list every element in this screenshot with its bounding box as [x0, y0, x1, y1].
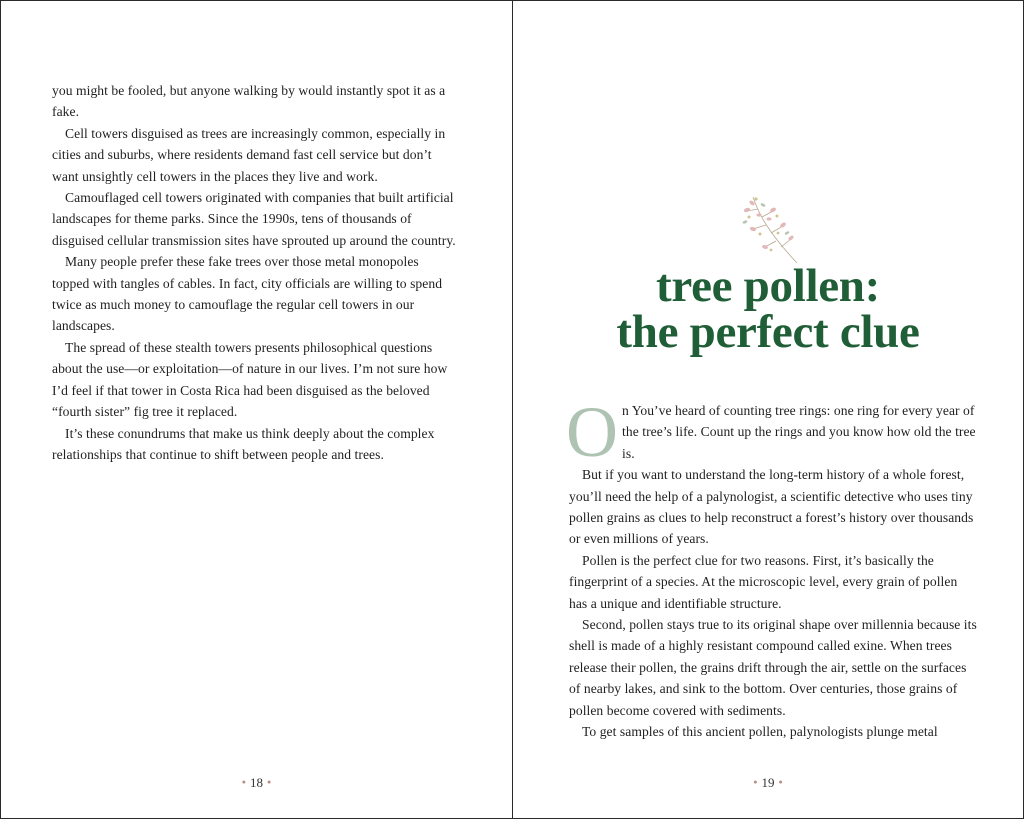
- folio-dot-icon: ●: [753, 778, 758, 786]
- page-number-text: 19: [761, 775, 775, 790]
- paragraph: Many people prefer these fake trees over those metal monopoles topped with tangles of cables. In fact, city officials are willing to spend twice as much money to camouflage the regular cell towers in our landscapes.: [52, 254, 443, 334]
- left-page: [1, 1, 512, 818]
- right-page-body: [566, 392, 977, 743]
- paragraph: Cell towers disguised as trees are increasingly common, especially in cities and suburbs, where residents demand fast cell service but don’t want unsightly cell towers in the places they live and work.: [52, 125, 446, 184]
- left-page-body: [52, 80, 456, 465]
- paragraph: you might be fooled, but anyone walking by would instantly spot it as a fake.: [52, 83, 446, 120]
- chapter-title-line: tree pollen:: [656, 260, 880, 312]
- folio-dot-icon: ●: [778, 778, 783, 786]
- right-page: [513, 1, 1023, 818]
- opening-text: n You’ve heard of counting tree rings: one ring for every year of the tree’s life. Count up the rings and you know how old the tree is.: [622, 403, 976, 461]
- chapter-title-line: the perfect clue: [616, 306, 920, 358]
- opening-paragraph: [566, 392, 977, 472]
- paragraph: Pollen is the perfect clue for two reasons. First, it’s basically the fingerprint of a species. At the microscopic level, every grain of pollen has a unique and identifiable structure.: [569, 552, 958, 611]
- paragraph: But if you want to understand the long-term history of a whole forest, you’ll need the help of a palynologist, a scientific detective who uses tiny pollen grains as clues to help reconstruct a forest’s history over thousands or even millions of years.: [569, 467, 974, 547]
- paragraph: Camouflaged cell towers originated with companies that built artificial landscapes for theme parks. Since the 1990s, tens of thousands of disguised cellular transmission sites have sprouted up around the country.: [52, 190, 456, 248]
- paragraph: It’s these conundrums that make us think deeply about the complex relationships that continue to shift between people and trees.: [52, 425, 435, 462]
- drop-cap: O: [566, 392, 619, 472]
- paragraph: Second, pollen stays true to its original shape over millennia because its shell is made of a highly resistant compound called exine. When trees release their pollen, the grains drift through the air, settle on the surfaces of nearby lakes, and sink to the bottom. Over centuries, those grains of pollen become covered with sediments.: [569, 617, 977, 718]
- flowering-sprig-icon: [733, 189, 803, 265]
- page-number: [1, 775, 512, 791]
- page-number-text: 18: [250, 775, 263, 790]
- paragraph: The spread of these stealth towers presents philosophical questions about the use—or exploitation—of nature in our lives. I’m not sure how I’d feel if that tower in Costa Rica had been disguised as the beloved “fourth sister” fig tree it replaced.: [52, 339, 448, 420]
- chapter-title: [553, 260, 983, 358]
- paragraph: To get samples of this ancient pollen, palynologists plunge metal: [582, 724, 938, 740]
- folio-dot-icon: ●: [241, 778, 246, 786]
- folio-dot-icon: ●: [267, 778, 272, 786]
- page-number: [513, 775, 1023, 791]
